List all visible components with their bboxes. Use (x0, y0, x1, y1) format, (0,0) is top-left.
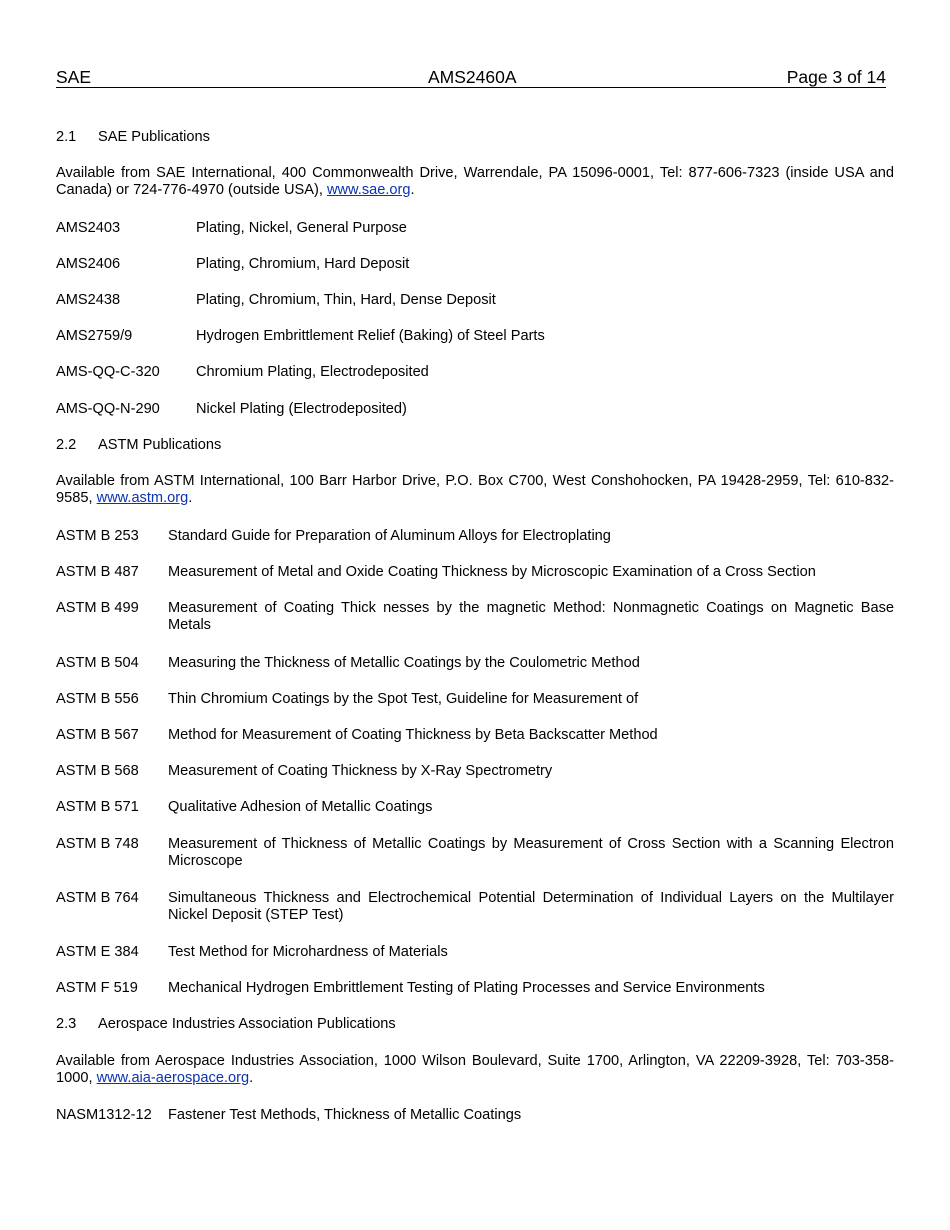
reference-title: Test Method for Microhardness of Materials (168, 944, 448, 960)
reference-code: ASTM B 487 (56, 564, 139, 580)
reference-title: Standard Guide for Preparation of Aluminum Alloys for Electroplating (168, 528, 611, 544)
reference-code: AMS2403 (56, 220, 121, 236)
reference-code: ASTM F 519 (56, 980, 138, 996)
reference-title: Measurement of Coating Thick nesses by the magnetic Method: Nonmagnetic Coatings on Magnetic Base Metals (168, 600, 894, 633)
reference-title: Nickel Plating (Electrodeposited) (196, 401, 407, 417)
reference-title: Hydrogen Embrittlement Relief (Baking) of Steel Parts (196, 328, 545, 344)
reference-code: AMS-QQ-C-320 (56, 364, 160, 380)
reference-code: ASTM E 384 (56, 944, 139, 960)
reference-code: AMS2438 (56, 292, 121, 308)
reference-title: Chromium Plating, Electrodeposited (196, 364, 429, 380)
reference-code: ASTM B 568 (56, 763, 139, 779)
reference-title: Fastener Test Methods, Thickness of Metallic Coatings (168, 1107, 522, 1123)
section-number: 2.2 (56, 437, 77, 453)
reference-title: Qualitative Adhesion of Metallic Coatings (168, 799, 433, 815)
header-org: SAE (56, 67, 92, 87)
reference-code: ASTM B 571 (56, 799, 139, 815)
page-header (56, 68, 886, 88)
reference-title: Plating, Nickel, General Purpose (196, 220, 407, 236)
reference-title: Method for Measurement of Coating Thickness by Beta Backscatter Method (168, 727, 658, 743)
header-page-number: Page 3 of 14 (786, 67, 886, 87)
section-title: Aerospace Industries Association Publications (98, 1016, 396, 1032)
reference-code: ASTM B 556 (56, 691, 139, 707)
reference-code: AMS2759/9 (56, 328, 133, 344)
reference-code: ASTM B 748 (56, 836, 139, 852)
reference-code: AMS-QQ-N-290 (56, 401, 160, 417)
reference-code: ASTM B 567 (56, 727, 139, 743)
reference-title: Mechanical Hydrogen Embrittlement Testing of Plating Processes and Service Environments (168, 980, 765, 996)
reference-code: AMS2406 (56, 256, 121, 272)
reference-code: NASM1312-12 (56, 1107, 152, 1123)
reference-code: ASTM B 504 (56, 655, 139, 671)
sae-website-link[interactable]: www.sae.org (326, 182, 411, 198)
section-title: ASTM Publications (98, 437, 222, 453)
reference-code: ASTM B 499 (56, 600, 139, 616)
reference-title: Plating, Chromium, Thin, Hard, Dense Deposit (196, 292, 496, 308)
reference-title: Measuring the Thickness of Metallic Coatings by the Coulometric Method (168, 655, 640, 671)
reference-title: Simultaneous Thickness and Electrochemical Potential Determination of Individual Layers on the Multilayer Nickel Deposit (STEP Test) (168, 890, 894, 923)
reference-title: Measurement of Thickness of Metallic Coatings by Measurement of Cross Section with a Scanning Electron Microscope (168, 836, 894, 869)
section-title: SAE Publications (98, 129, 210, 145)
astm-website-link[interactable]: www.astm.org (96, 490, 189, 506)
reference-code: ASTM B 253 (56, 528, 139, 544)
aia-website-link[interactable]: www.aia-aerospace.org (96, 1070, 250, 1086)
reference-title: Measurement of Coating Thickness by X-Ray Spectrometry (168, 763, 553, 779)
astm-availability-paragraph: Available from ASTM International, 100 Barr Harbor Drive, P.O. Box C700, West Conshohocken, PA 19428-2959, Tel: 610-832-9585, www.astm.org. (56, 473, 894, 506)
sae-availability-paragraph: Available from SAE International, 400 Commonwealth Drive, Warrendale, PA 15096-0001, Tel: 877-606-7323 (inside USA and Canada) or 724-776-4970 (outside USA), www.sae.org. (56, 165, 894, 198)
section-number: 2.1 (56, 129, 77, 145)
reference-title: Thin Chromium Coatings by the Spot Test, Guideline for Measurement of (168, 691, 639, 707)
aia-availability-paragraph: Available from Aerospace Industries Association, 1000 Wilson Boulevard, Suite 1700, Arlington, VA 22209-3928, Tel: 703-358-1000, www.aia-aerospace.org. (56, 1053, 894, 1086)
header-doc-number: AMS2460A (428, 67, 517, 87)
reference-code: ASTM B 764 (56, 890, 139, 906)
reference-title: Plating, Chromium, Hard Deposit (196, 256, 410, 272)
section-number: 2.3 (56, 1016, 77, 1032)
reference-title: Measurement of Metal and Oxide Coating Thickness by Microscopic Examination of a Cross Section (168, 564, 816, 580)
